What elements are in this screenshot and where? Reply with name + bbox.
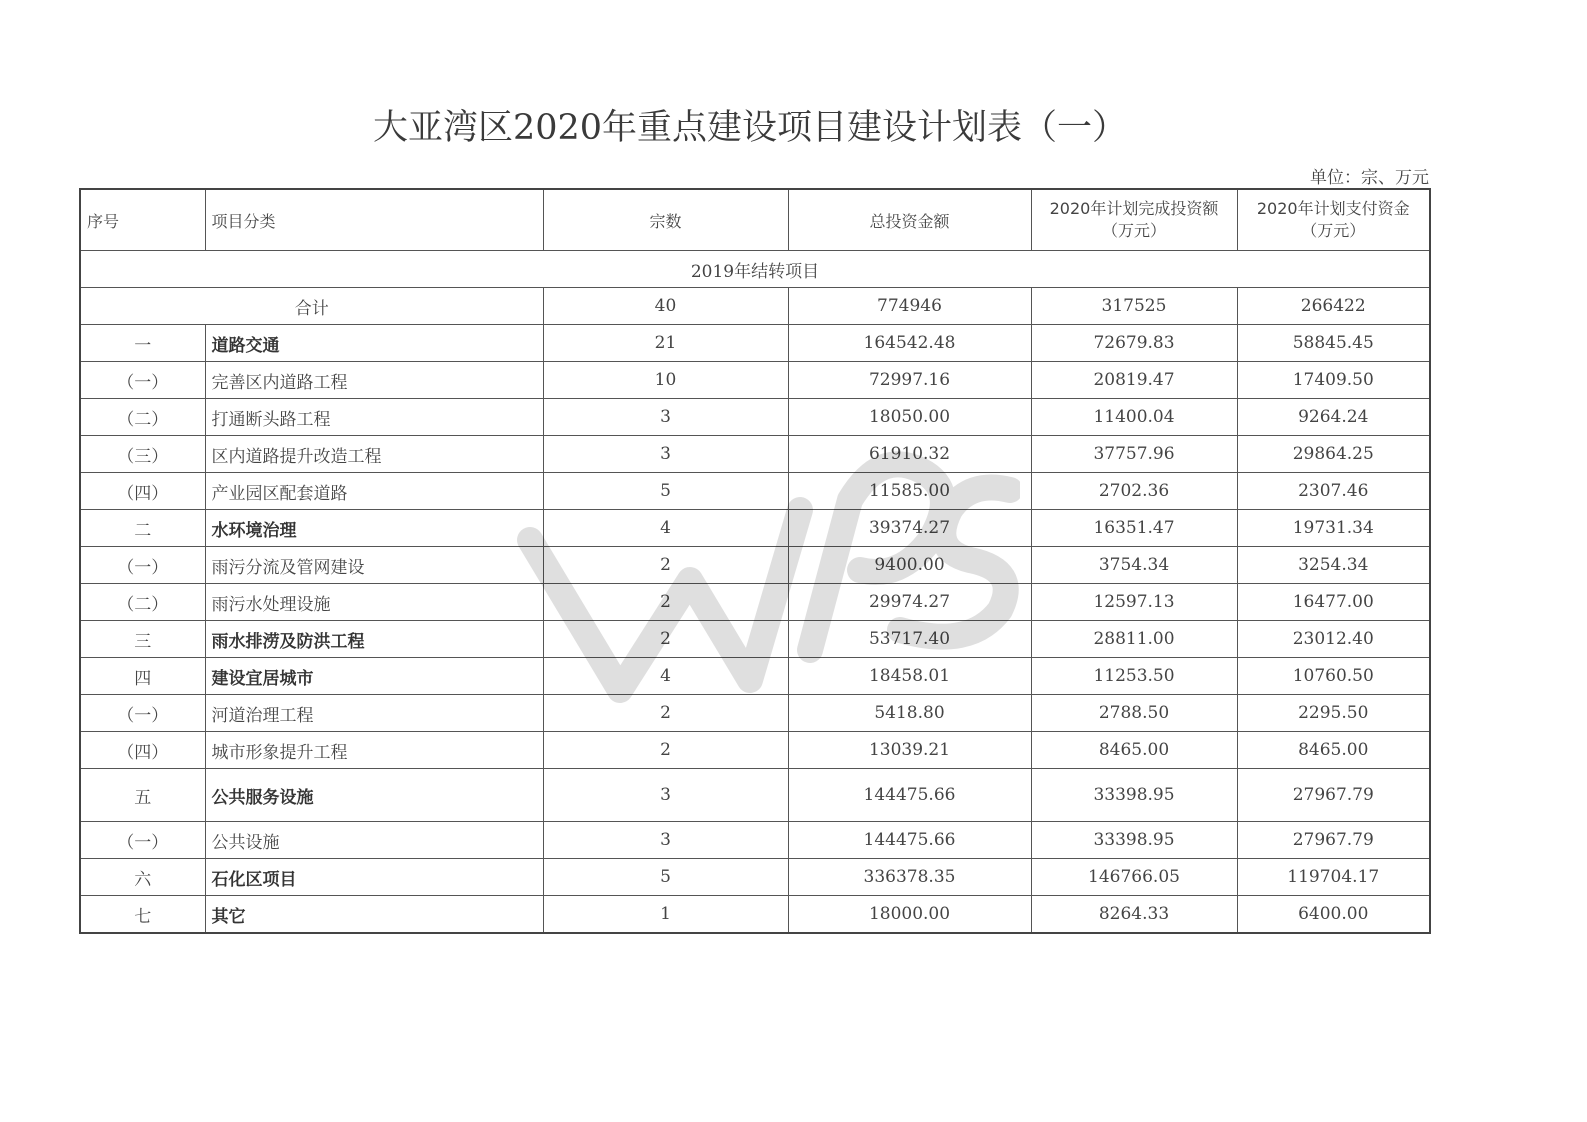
row-category: 雨污水处理设施 — [205, 584, 543, 621]
row-seq: （一） — [80, 362, 205, 399]
header-total: 总投资金额 — [788, 189, 1031, 251]
row-count: 4 — [543, 510, 788, 547]
table-row — [80, 732, 1430, 769]
row-plan-pay: 2295.50 — [1237, 695, 1430, 732]
row-total: 336378.35 — [788, 859, 1031, 896]
row-seq: 四 — [80, 658, 205, 695]
row-seq: 一 — [80, 325, 205, 362]
row-category: 产业园区配套道路 — [205, 473, 543, 510]
row-total: 39374.27 — [788, 510, 1031, 547]
row-plan-invest: 28811.00 — [1031, 621, 1237, 658]
table-row — [80, 822, 1430, 859]
row-plan-invest: 12597.13 — [1031, 584, 1237, 621]
row-count: 5 — [543, 473, 788, 510]
row-category: 雨污分流及管网建设 — [205, 547, 543, 584]
row-seq: 三 — [80, 621, 205, 658]
header-plan-invest-line1: 2020年计划完成投资额 — [1049, 199, 1219, 218]
total-amount: 774946 — [788, 288, 1031, 325]
row-total: 18050.00 — [788, 399, 1031, 436]
row-seq: （四） — [80, 473, 205, 510]
row-seq: 七 — [80, 896, 205, 934]
row-category: 雨水排涝及防洪工程 — [205, 621, 543, 658]
table-row — [80, 658, 1430, 695]
row-seq: 五 — [80, 769, 205, 822]
row-plan-pay: 58845.45 — [1237, 325, 1430, 362]
row-plan-invest: 3754.34 — [1031, 547, 1237, 584]
row-category: 公共服务设施 — [205, 769, 543, 822]
document-title: 大亚湾区2020年重点建设项目建设计划表（一） — [372, 108, 1128, 148]
row-plan-invest: 8264.33 — [1031, 896, 1237, 934]
row-total: 18458.01 — [788, 658, 1031, 695]
row-plan-invest: 11400.04 — [1031, 399, 1237, 436]
total-count: 40 — [543, 288, 788, 325]
row-plan-invest: 11253.50 — [1031, 658, 1237, 695]
row-plan-invest: 20819.47 — [1031, 362, 1237, 399]
row-plan-pay: 119704.17 — [1237, 859, 1430, 896]
row-count: 2 — [543, 621, 788, 658]
header-plan-invest-line2: （万元） — [1101, 221, 1166, 240]
row-count: 2 — [543, 584, 788, 621]
row-total: 144475.66 — [788, 822, 1031, 859]
row-category: 完善区内道路工程 — [205, 362, 543, 399]
row-category: 河道治理工程 — [205, 695, 543, 732]
table-row — [80, 584, 1430, 621]
total-plan-invest: 317525 — [1031, 288, 1237, 325]
row-count: 10 — [543, 362, 788, 399]
row-plan-pay: 27967.79 — [1237, 769, 1430, 822]
row-total: 9400.00 — [788, 547, 1031, 584]
row-plan-invest: 33398.95 — [1031, 769, 1237, 822]
row-total: 164542.48 — [788, 325, 1031, 362]
header-count: 宗数 — [543, 189, 788, 251]
table-row — [80, 896, 1430, 934]
row-total: 5418.80 — [788, 695, 1031, 732]
row-category: 石化区项目 — [205, 859, 543, 896]
row-seq: 二 — [80, 510, 205, 547]
row-total: 72997.16 — [788, 362, 1031, 399]
row-count: 2 — [543, 695, 788, 732]
row-plan-pay: 6400.00 — [1237, 896, 1430, 934]
row-total: 53717.40 — [788, 621, 1031, 658]
row-total: 144475.66 — [788, 769, 1031, 822]
table-row — [80, 695, 1430, 732]
row-plan-pay: 29864.25 — [1237, 436, 1430, 473]
row-plan-pay: 2307.46 — [1237, 473, 1430, 510]
header-plan-invest — [1031, 189, 1237, 251]
row-category: 城市形象提升工程 — [205, 732, 543, 769]
row-category: 公共设施 — [205, 822, 543, 859]
row-seq: （二） — [80, 399, 205, 436]
row-seq: （一） — [80, 547, 205, 584]
row-plan-invest: 33398.95 — [1031, 822, 1237, 859]
row-count: 2 — [543, 547, 788, 584]
table-row — [80, 510, 1430, 547]
row-plan-invest: 72679.83 — [1031, 325, 1237, 362]
row-seq: 六 — [80, 859, 205, 896]
row-category: 水环境治理 — [205, 510, 543, 547]
row-seq: （二） — [80, 584, 205, 621]
row-count: 3 — [543, 436, 788, 473]
row-plan-pay: 19731.34 — [1237, 510, 1430, 547]
row-seq: （一） — [80, 822, 205, 859]
row-plan-pay: 8465.00 — [1237, 732, 1430, 769]
row-seq: （三） — [80, 436, 205, 473]
header-category: 项目分类 — [205, 189, 543, 251]
unit-label: 单位：宗、万元 — [1310, 168, 1429, 188]
row-category: 区内道路提升改造工程 — [205, 436, 543, 473]
total-plan-pay: 266422 — [1237, 288, 1430, 325]
header-seq: 序号 — [80, 189, 205, 251]
row-count: 21 — [543, 325, 788, 362]
row-plan-pay: 17409.50 — [1237, 362, 1430, 399]
row-total: 11585.00 — [788, 473, 1031, 510]
table-row — [80, 436, 1430, 473]
row-total: 29974.27 — [788, 584, 1031, 621]
row-plan-pay: 23012.40 — [1237, 621, 1430, 658]
row-total: 61910.32 — [788, 436, 1031, 473]
row-plan-invest: 2788.50 — [1031, 695, 1237, 732]
project-plan-table — [79, 188, 1431, 934]
row-plan-pay: 9264.24 — [1237, 399, 1430, 436]
table-row — [80, 769, 1430, 822]
total-label: 合计 — [80, 288, 543, 325]
table-row — [80, 399, 1430, 436]
row-plan-pay: 16477.00 — [1237, 584, 1430, 621]
row-plan-invest: 2702.36 — [1031, 473, 1237, 510]
row-count: 1 — [543, 896, 788, 934]
table-row — [80, 547, 1430, 584]
row-category: 打通断头路工程 — [205, 399, 543, 436]
row-total: 13039.21 — [788, 732, 1031, 769]
header-plan-pay-line1: 2020年计划支付资金 — [1256, 199, 1410, 218]
table-row — [80, 325, 1430, 362]
row-plan-invest: 146766.05 — [1031, 859, 1237, 896]
row-plan-pay: 27967.79 — [1237, 822, 1430, 859]
row-category: 其它 — [205, 896, 543, 934]
row-category: 建设宜居城市 — [205, 658, 543, 695]
row-count: 3 — [543, 822, 788, 859]
row-count: 2 — [543, 732, 788, 769]
row-count: 4 — [543, 658, 788, 695]
row-category: 道路交通 — [205, 325, 543, 362]
header-plan-pay — [1237, 189, 1430, 251]
row-seq: （四） — [80, 732, 205, 769]
table-row — [80, 362, 1430, 399]
row-plan-invest: 37757.96 — [1031, 436, 1237, 473]
section-row — [80, 251, 1430, 288]
row-count: 3 — [543, 769, 788, 822]
header-row — [80, 189, 1430, 251]
row-count: 3 — [543, 399, 788, 436]
section-label: 2019年结转项目 — [80, 251, 1430, 288]
table-row — [80, 859, 1430, 896]
row-plan-pay: 3254.34 — [1237, 547, 1430, 584]
header-plan-pay-line2: （万元） — [1301, 221, 1366, 240]
row-plan-invest: 8465.00 — [1031, 732, 1237, 769]
row-total: 18000.00 — [788, 896, 1031, 934]
table-row — [80, 621, 1430, 658]
total-row — [80, 288, 1430, 325]
row-plan-pay: 10760.50 — [1237, 658, 1430, 695]
row-seq: （一） — [80, 695, 205, 732]
row-count: 5 — [543, 859, 788, 896]
table-row — [80, 473, 1430, 510]
row-plan-invest: 16351.47 — [1031, 510, 1237, 547]
